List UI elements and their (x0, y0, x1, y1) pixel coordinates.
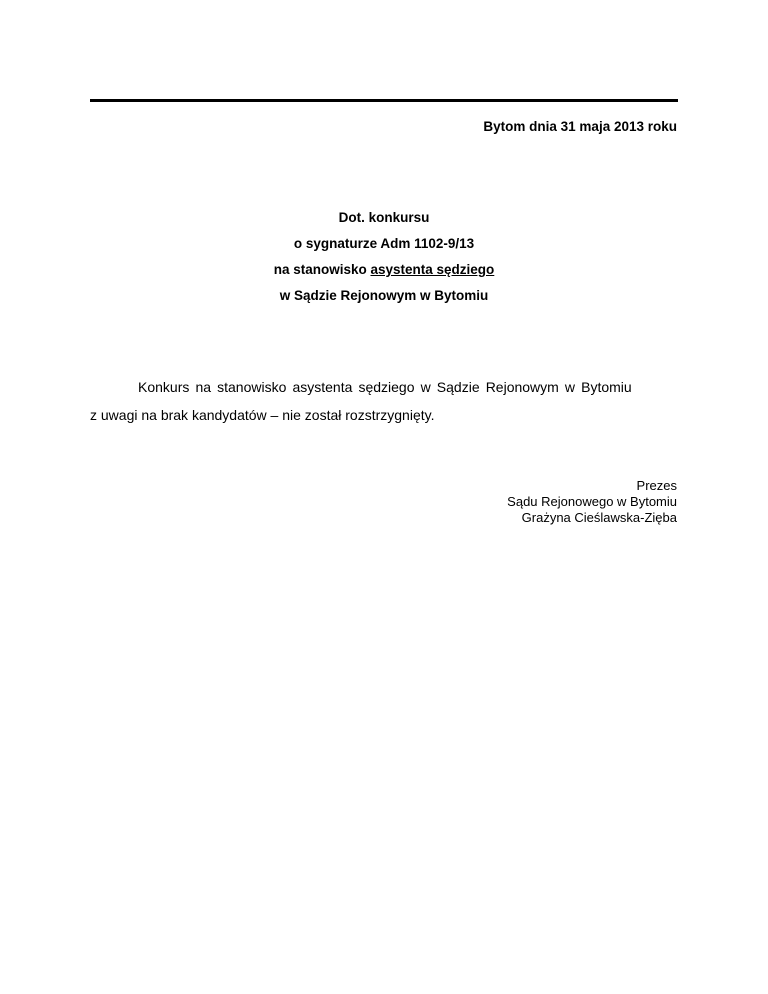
document-date: Bytom dnia 31 maja 2013 roku (483, 119, 677, 134)
signature-name: Grażyna Cieślawska-Zięba (521, 510, 677, 525)
signature-block (507, 478, 677, 526)
signature-institution: Sądu Rejonowego w Bytomiu (507, 494, 677, 509)
signature-title: Prezes (636, 478, 677, 493)
subject-line-2: o sygnaturze Adm 1102-9/13 (293, 236, 475, 251)
body-paragraph (90, 373, 678, 429)
subject-line-3-prefix: na stanowisko (273, 262, 371, 277)
subject-line-1: Dot. konkursu (338, 210, 430, 225)
subject-block (90, 205, 678, 309)
subject-line-4: w Sądzie Rejonowym w Bytomiu (279, 288, 489, 303)
body-line-1: Konkurs na stanowisko asystenta sędziego w Sądzie Rejonowym w Bytomiu (138, 379, 632, 395)
header-rule (90, 99, 678, 102)
body-line-2: z uwagi na brak kandydatów – nie został rozstrzygnięty. (90, 407, 435, 423)
subject-line-3 (90, 257, 678, 283)
subject-position-underlined: asystenta sędziego (370, 262, 495, 277)
